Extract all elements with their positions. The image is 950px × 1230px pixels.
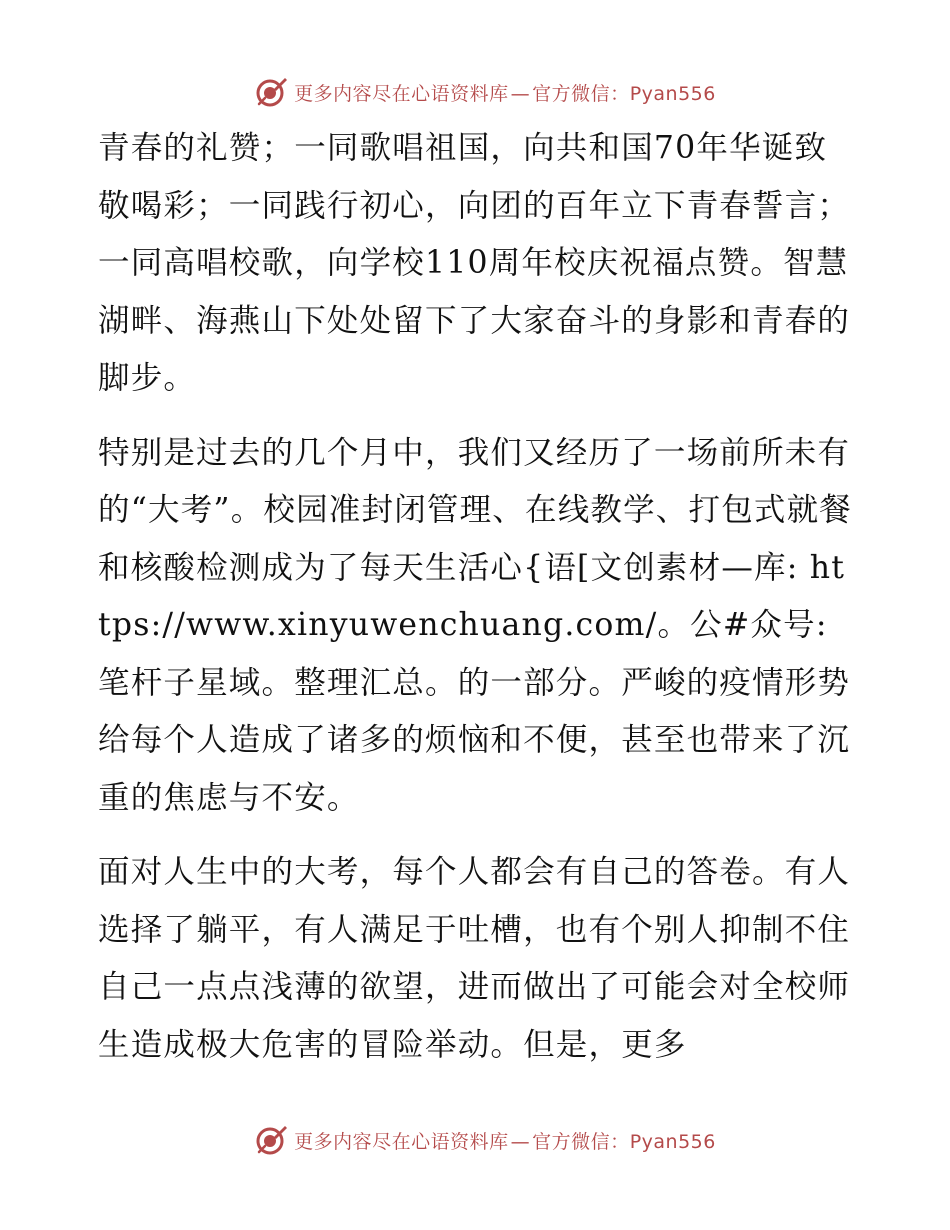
paragraph-2: 特别是过去的几个月中，我们又经历了一场前所未有的“大考”。校园准封闭管理、在线教学、打包式就餐和核酸检测成为了每天生活心{语[文创素材—库: https://www.xinyuwenchuang.com/。公#众号: 笔杆子星域。整理汇总。的一部分。严峻的疫情形势给每个人造成了诸多的烦恼和不便，甚至也带来了沉重的焦虑与不安。 [98,434,853,816]
header-banner-text [294,79,716,106]
header-wechat-id: Pyan556 [629,82,716,105]
header-wechat-label: 官方微信： [532,82,630,105]
footer-banner [0,1120,950,1160]
footer-wechat-label: 官方微信： [532,1130,630,1153]
paragraph-3: 面对人生中的大考，每个人都会有自己的答卷。有人选择了躺平，有人满足于吐槽，也有个别人抑制不住自己一点点浅薄的欲望，进而做出了可能会对全校师生造成极大危害的冒险举动。但是，更多 [98,854,851,1063]
footer-promo-text: 更多内容尽在心语资料库 [294,1130,509,1153]
header-banner [0,72,950,112]
footer-banner-text [294,1127,716,1154]
footer-wechat-id: Pyan556 [629,1130,716,1153]
header-promo-text: 更多内容尽在心语资料库 [294,82,509,105]
header-separator: — [510,82,531,105]
footer-banner-inner [254,1123,716,1157]
quill-pen-logo-icon [254,75,288,109]
document-body [98,120,858,1074]
header-banner-inner [254,75,716,109]
paragraph-1: 青春的礼赞；一同歌唱祖国，向共和国70年华诞致敬喝彩；一同践行初心，向团的百年立下青春誓言；一同高唱校歌，向学校110周年校庆祝福点赞。智慧湖畔、海燕山下处处留下了大家奋斗的身影和青春的脚步。 [98,130,851,396]
footer-separator: — [510,1130,531,1153]
quill-pen-logo-icon [254,1123,288,1157]
